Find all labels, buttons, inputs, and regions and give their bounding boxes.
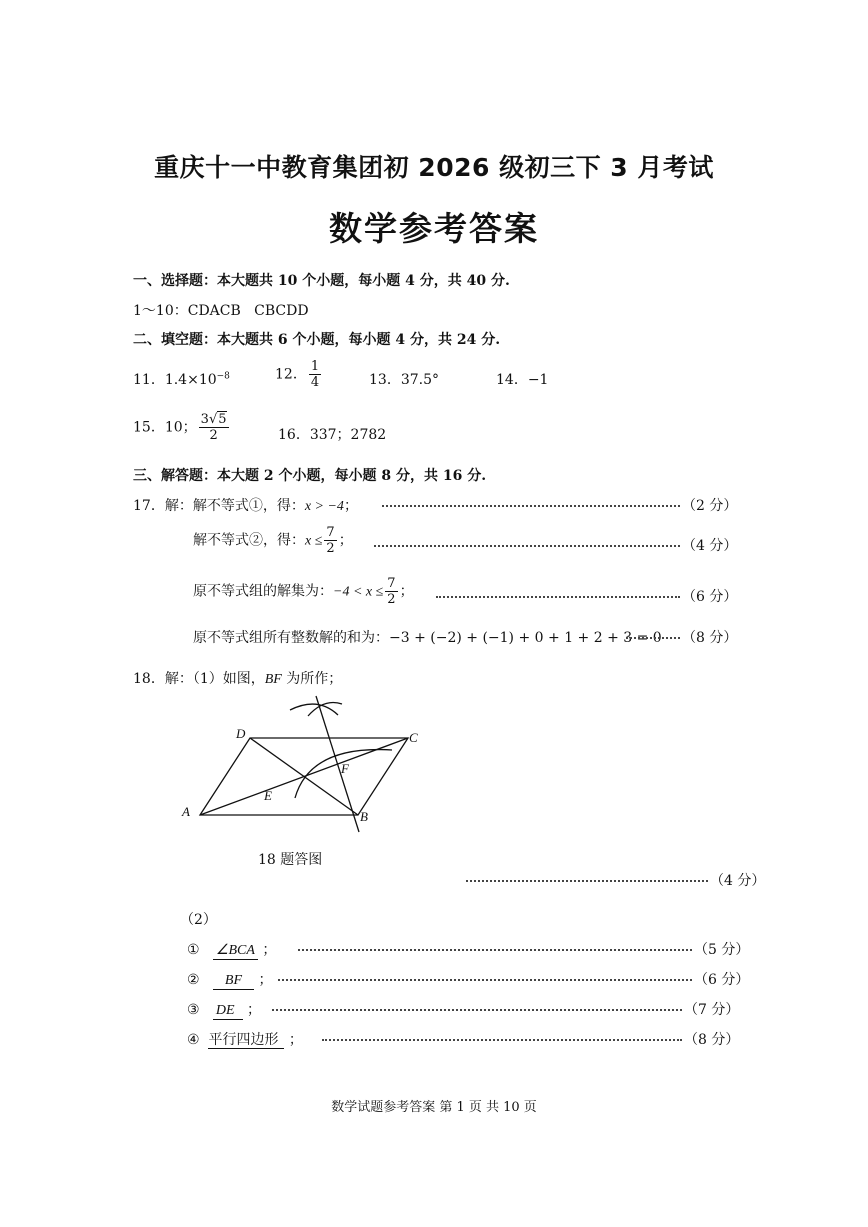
item-answer: ∠BCA [213, 943, 258, 960]
leader-dots [626, 637, 680, 639]
q17-line2-math: x ≤ [305, 533, 323, 549]
q18-item-3-score: （7 分） [684, 1002, 740, 1018]
q18-bf-label: BF [264, 672, 282, 687]
q18-item-1-score: （5 分） [694, 942, 750, 958]
q17-line3-denominator: 2 [387, 592, 396, 607]
point-label-f: F [341, 761, 349, 776]
q16-number: 16． [278, 427, 310, 443]
leader-dots [436, 596, 680, 598]
leader-dots [278, 979, 692, 981]
section-1-heading: 一、选择题：本大题共 10 个小题，每小题 4 分，共 40 分. [133, 273, 510, 289]
q14-answer [496, 369, 548, 389]
q12-fraction [309, 359, 321, 390]
item-answer: 平行四边形 [208, 1032, 284, 1049]
q17-line3-text: 原不等式组的解集为： [193, 583, 333, 600]
q18-item-2-score: （6 分） [694, 972, 750, 988]
leader-dots [298, 949, 692, 951]
q15-number: 15． [133, 419, 165, 436]
q17-line-2 [193, 525, 353, 556]
answer-key-title: 数学参考答案 [329, 209, 539, 248]
q18-line1-end: 为所作； [281, 671, 343, 687]
leader-dots [382, 505, 680, 507]
q13-number: 13． [369, 372, 401, 388]
choice-answers-first: CDACB [187, 303, 241, 319]
q16-answer [278, 424, 386, 444]
q17-score-3: （6 分） [682, 589, 738, 605]
item-mark: ④ [187, 1032, 200, 1048]
q18-line1-text: 解：（1）如图， [164, 671, 265, 687]
q15-fraction [199, 412, 229, 443]
q17-line3-end: ； [399, 583, 414, 600]
q18-item-2: ② BF ； [187, 972, 273, 988]
choice-answers-second: CBCDD [254, 303, 309, 319]
leader-dots [272, 1009, 682, 1011]
q11-number: 11． [133, 372, 165, 388]
item-answer: BF [213, 973, 254, 990]
item-answer: DE [213, 1003, 243, 1020]
exam-title: 重庆十一中教育集团初 2026 级初三下 3 月考试 [154, 153, 714, 182]
q14-number: 14． [496, 372, 528, 388]
q17-line-4 [193, 627, 662, 647]
q17-line3-fraction [385, 576, 397, 607]
q17-line-3 [193, 576, 414, 607]
q14-value: −1 [527, 372, 549, 388]
q17-line1-math: x > −4 [304, 499, 344, 514]
q15-first: 10； [164, 419, 197, 436]
q18-item-4: ④ 平行四边形 ； [187, 1032, 303, 1048]
q18-line-1 [133, 668, 342, 688]
q17-line2-numerator: 7 [326, 525, 335, 540]
point-label-c: C [409, 730, 418, 745]
q17-line4-math: −3 + (−2) + (−1) + 0 + 1 + 2 + 3 = 0 [389, 630, 662, 646]
q17-line3-numerator: 7 [387, 576, 396, 591]
point-label-a: A [182, 804, 190, 819]
q15-radicand: 5 [218, 412, 227, 427]
q13-value: 37.5° [400, 372, 439, 388]
q18-score-figure: （4 分） [710, 873, 766, 889]
q18-item-1: ① ∠BCA ； [187, 942, 277, 958]
q12-denominator: 4 [310, 375, 320, 390]
q12-number: 12． [275, 366, 307, 383]
line-bf [316, 696, 359, 832]
q11-base: 1.4×10 [164, 372, 217, 388]
q17-line2-text: 解不等式②，得： [193, 532, 305, 549]
q18-figure [170, 690, 440, 840]
q15-numerator: 3√5 [200, 412, 227, 427]
q17-line1-end: ； [343, 498, 358, 514]
leader-dots [322, 1039, 682, 1041]
item-mark: ① [187, 942, 200, 958]
q17-line2-denominator: 2 [326, 541, 335, 556]
q17-line3-math: −4 < x ≤ [333, 584, 384, 600]
q15-answer [133, 412, 231, 443]
q17-line1-text: 解：解不等式①，得： [164, 498, 305, 514]
figure-caption: 18 题答图 [258, 852, 323, 868]
q17-number: 17． [133, 498, 165, 514]
q18-item-3: ③ DE ； [187, 1002, 262, 1018]
q17-score-1: （2 分） [682, 498, 738, 514]
item-mark: ③ [187, 1002, 200, 1018]
page-footer: 数学试题参考答案 第 1 页 共 10 页 [331, 1100, 537, 1115]
q16-value: 337；2782 [309, 427, 387, 443]
q11-exponent: −8 [216, 371, 230, 382]
q18-part-2-label: （2） [180, 912, 217, 928]
q17-line2-end: ； [338, 532, 353, 549]
q12-answer [275, 359, 323, 390]
q18-number: 18． [133, 671, 165, 687]
q17-line4-text: 原不等式组所有整数解的和为： [193, 630, 389, 646]
q17-line-1 [133, 495, 358, 515]
item-mark: ② [187, 972, 200, 988]
q12-numerator: 1 [310, 359, 320, 374]
q17-score-4: （8 分） [682, 630, 738, 646]
q17-line2-fraction [324, 525, 336, 556]
point-label-e: E [264, 788, 272, 803]
q18-item-4-score: （8 分） [684, 1032, 740, 1048]
choice-range-label: 1～10： [133, 303, 188, 319]
section-3-heading: 三、解答题：本大题 2 个小题，每小题 8 分，共 16 分. [133, 468, 487, 484]
q15-denominator: 2 [209, 428, 218, 443]
choice-answers [133, 300, 309, 320]
leader-dots [466, 880, 708, 882]
q17-score-2: （4 分） [682, 538, 738, 554]
q13-answer [369, 369, 439, 389]
leader-dots [374, 545, 680, 547]
q11-answer [133, 369, 230, 389]
point-label-d: D [236, 726, 246, 741]
section-2-heading: 二、填空题：本大题共 6 个小题，每小题 4 分，共 24 分. [133, 332, 501, 348]
point-label-b: B [360, 809, 368, 824]
